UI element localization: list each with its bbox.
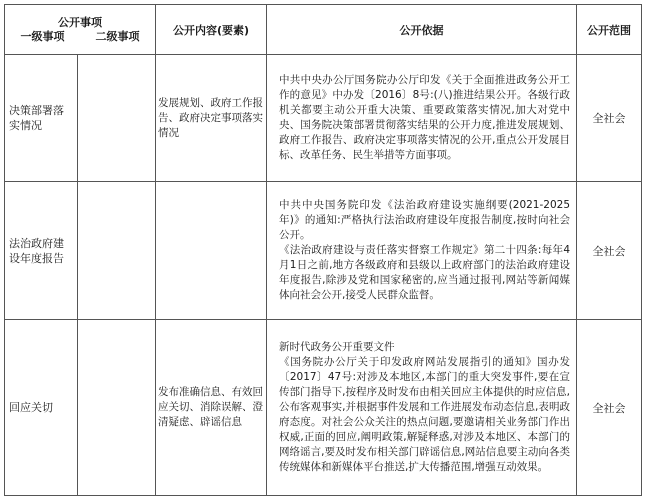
header-items	[5, 5, 156, 55]
content-cell: 发布准确信息、有效回应关切、消除误解、澄清疑虑、辟谣信息	[156, 320, 267, 496]
header-items-label: 公开事项	[58, 15, 102, 29]
basis-cell	[267, 55, 577, 182]
content-cell: 发展规划、政府工作报告、政府决定事项落实情况	[156, 55, 267, 182]
disclosure-table	[4, 4, 642, 496]
basis-cell	[267, 320, 577, 496]
level2-cell	[78, 182, 156, 320]
scope-cell: 全社会	[577, 320, 642, 496]
basis-paragraph: 中共中央办公厅国务院办公厅印发《关于全面推进政务公开工作的意见》中办发〔2016〕8号:(八)推进结果公开。各级行政机关都要主动公开重大决策、重要政策落实情况,加大对党中央、国务院决策部署贯彻落实结果的公开力度,推进发展规划、政府工作报告、政府决定事项落实情况的公开,重点公开发展目标、改革任务、民生举措等方面事项。	[279, 74, 570, 161]
header-basis: 公开依据	[267, 5, 577, 55]
basis-cell	[267, 182, 577, 320]
level1-cell: 法治政府建设年度报告	[5, 182, 78, 320]
table-row	[5, 182, 642, 320]
header-level2: 二级事项	[95, 29, 140, 43]
level2-cell	[78, 55, 156, 182]
table-row	[5, 320, 642, 496]
content-cell	[156, 182, 267, 320]
header-level1: 一级事项	[20, 29, 65, 43]
table-row	[5, 55, 642, 182]
basis-paragraph: 中共中央国务院印发《法治政府建设实施纲要(2021-2025年)》的通知:严格执行法治政府建设年度报告制度,按时向社会公开。	[279, 199, 570, 241]
basis-paragraph: 《国务院办公厅关于印发政府网站发展指引的通知》国办发〔2017〕47号:对涉及本地区,本部门的重大突发事件,要在宣传部门指导下,按程序及时发布由相关回应主体提供的时应信息,公布客观事实,并根据事件发展和工作进展发布动态信息,表明政府态度。对社会公众关注的热点问题,要邀请相关业务部门作出权威,正面的回应,阐明政策,解疑释惑,对涉及本地区、本部门的网络谣言,要及时发布相关部门辟谣信息,网站信息要主动向各类传统媒体和新媒体平台推送,扩大传播范围,增强互动效果。	[279, 356, 570, 473]
basis-paragraph: 新时代政务公开重要文件	[279, 341, 395, 353]
header-levels	[5, 30, 155, 44]
level2-cell	[78, 320, 156, 496]
level1-cell: 决策部署落实情况	[5, 55, 78, 182]
level1-cell: 回应关切	[5, 320, 78, 496]
basis-paragraph: 《法治政府建设与责任落实督察工作规定》第二十四条:每年4月1日之前,地方各级政府和县级以上政府部门的法治政府建设年度报告,除涉及党和国家秘密的,应当通过报刊,网站等新闻媒体向社会公开,接受人民群众监督。	[279, 244, 570, 301]
scope-cell: 全社会	[577, 182, 642, 320]
scope-cell: 全社会	[577, 55, 642, 182]
header-scope: 公开范围	[577, 5, 642, 55]
header-content: 公开内容(要素)	[156, 5, 267, 55]
header-row	[5, 5, 642, 55]
